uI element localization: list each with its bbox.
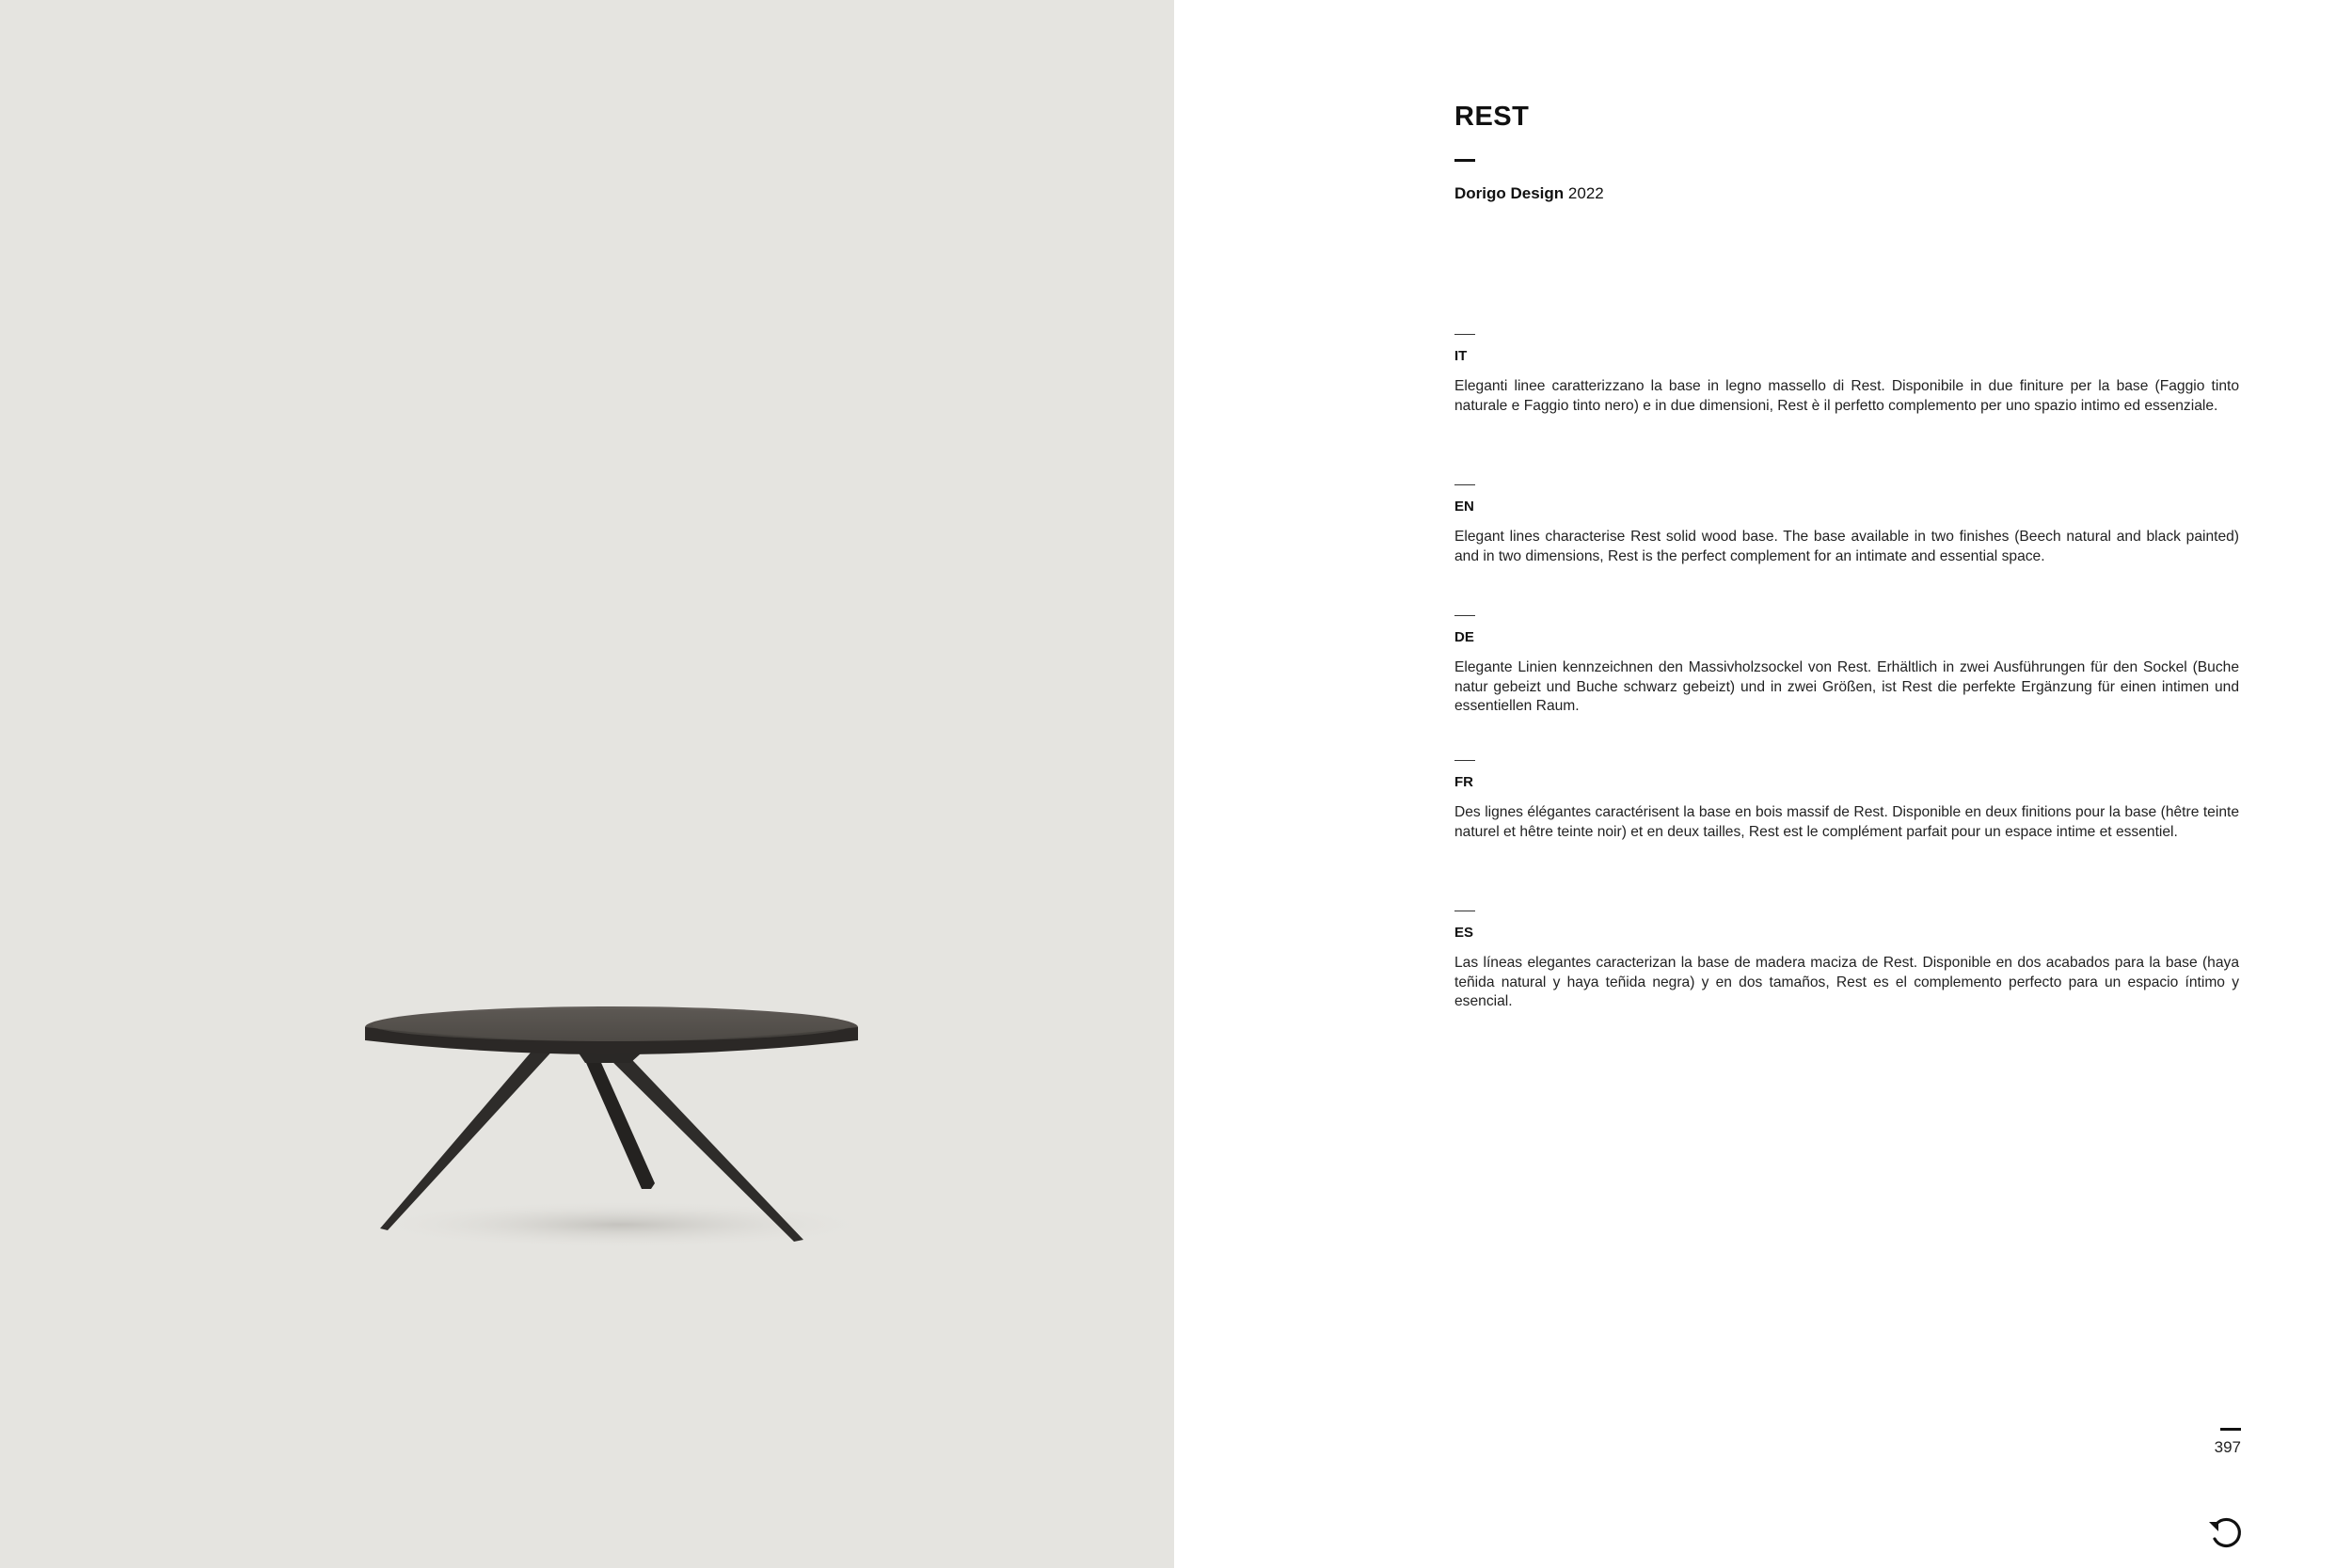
- product-title: REST: [1454, 102, 1530, 132]
- page-number-divider: [2220, 1428, 2241, 1431]
- design-year: 2022: [1567, 184, 1604, 202]
- description-de: [1454, 615, 2239, 717]
- description-text: Las líneas elegantes caracterizan la base de madera maciza de Rest. Disponible en dos acabados para la base (haya teñida natural y haya teñida negra) y en dos tamaños, Rest es el complemento perfecto para un espacio íntimo y esencial.: [1454, 955, 2239, 1009]
- page-number: 397: [2214, 1438, 2241, 1456]
- product-text-panel: [1454, 0, 2239, 1568]
- description-text: Des lignes élégantes caractérisent la base en bois massif de Rest. Disponible en deux finitions pour la base (hêtre teinte naturel et hêtre teinte noir) et en deux tailles, Rest est le complément parfait pour un espace intime et essentiel.: [1454, 804, 2239, 840]
- language-code: FR: [1454, 774, 1473, 790]
- designer-name: Dorigo Design: [1454, 184, 1565, 202]
- description-text: Elegante Linien kennzeichnen den Massivholzsockel von Rest. Erhältlich in zwei Ausführungen für den Sockel (Buche natur gebeizt und Buche schwarz gebeizt) und in zwei Größen, ist Rest die perfekte Ergänzung für einen intimen und essentiellen Raum.: [1454, 659, 2239, 714]
- section-divider: [1454, 615, 1475, 616]
- product-designer-line: [1454, 184, 1604, 203]
- undo-icon[interactable]: [2205, 1513, 2247, 1554]
- language-code: DE: [1454, 629, 1474, 645]
- description-text: Elegant lines characterise Rest solid wood base. The base available in two finishes (Beech natural and black painted) and in two dimensions, Rest is the perfect complement for an intimate and essential space.: [1454, 529, 2239, 564]
- description-en: [1454, 484, 2239, 566]
- description-fr: [1454, 760, 2239, 842]
- description-es: [1454, 911, 2239, 1012]
- title-divider: [1454, 159, 1475, 162]
- description-it: [1454, 334, 2239, 416]
- coffee-table-image: [348, 978, 875, 1260]
- section-divider: [1454, 484, 1475, 485]
- page-number-block: [2215, 1428, 2241, 1457]
- language-code: IT: [1454, 348, 1468, 364]
- description-text: Eleganti linee caratterizzano la base in legno massello di Rest. Disponibile in due finiture per la base (Faggio tinto naturale e Faggio tinto nero) e in due dimensioni, Rest è il perfetto complemento per uno spazio intimo ed essenziale.: [1454, 378, 2239, 414]
- language-code: EN: [1454, 499, 1474, 515]
- section-divider: [1454, 334, 1475, 335]
- section-divider: [1454, 760, 1475, 761]
- language-code: ES: [1454, 925, 1474, 941]
- product-photo-panel: [0, 0, 1174, 1568]
